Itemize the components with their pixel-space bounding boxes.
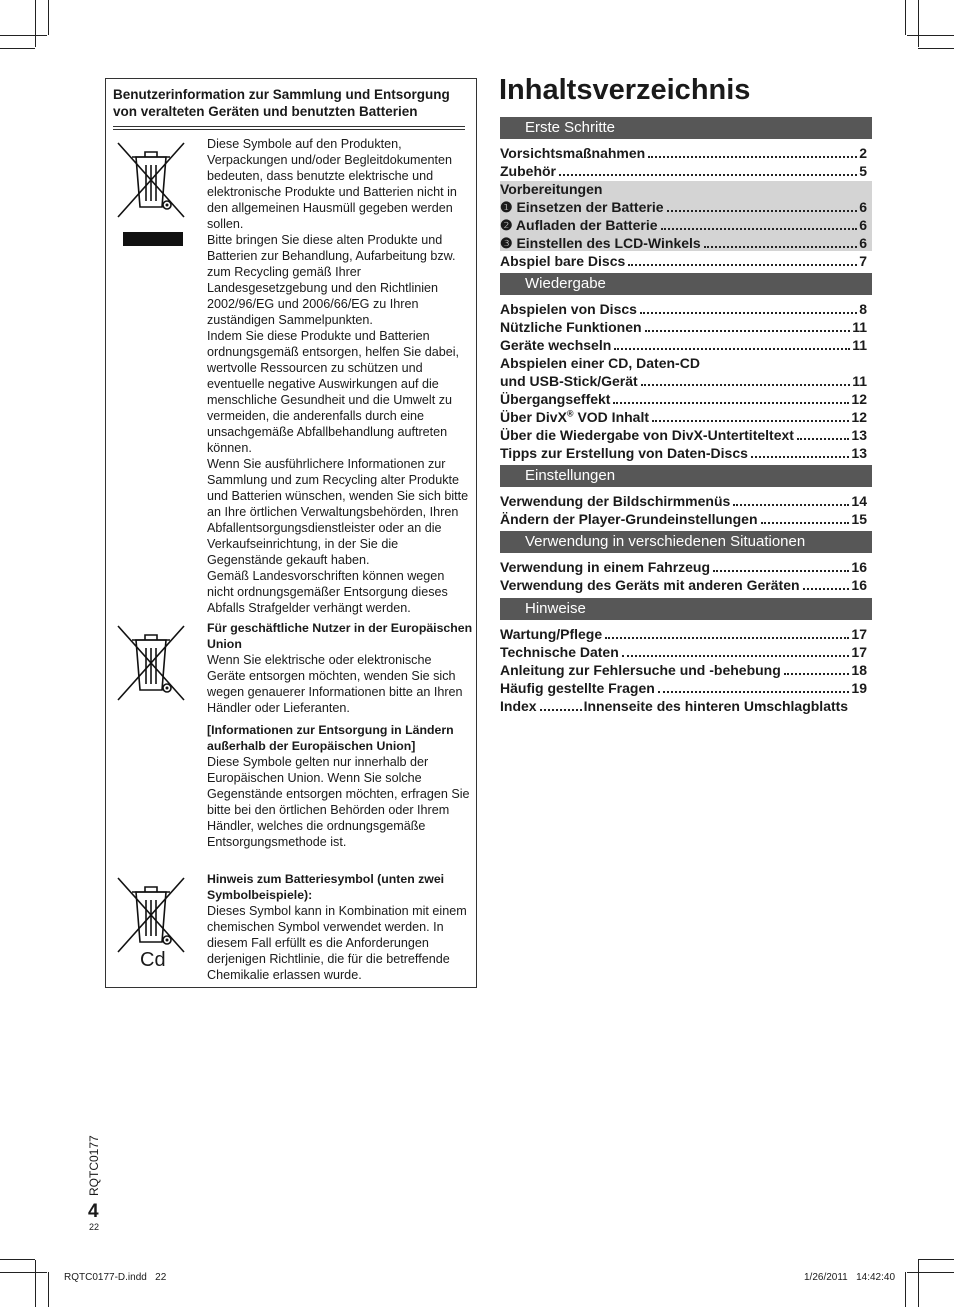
leader-dots [658,691,850,693]
toc-entry-page: 6 [859,235,867,251]
leader-dots [648,156,857,158]
business-users-text: Wenn Sie elektrische oder elektronische Geräte entsorgen möchten, wenden Sie sich wegen genauerer Informationen bitte an Ihren Händler oder Lieferanten. [207,653,463,715]
toc-entry-page: 8 [859,301,867,317]
leader-dots [733,504,849,506]
crop-mark [905,0,906,35]
disposal-paragraph: Bitte bringen Sie diese alten Produkte und Batterien zur Behandlung, Aufarbeitung bzw. zum Recycling gemäß Ihrer Landesgesetzgebung und den Richtlinien 2002/96/EG und 2006/66/EG zu Ihren zuständigen Sammelpunkten. [207,233,456,327]
toc-entry[interactable] [500,643,867,661]
toc-entry-label: ❶ Einsetzen der Batterie [500,199,664,215]
section-header-wiedergabe: Wiedergabe [500,273,872,295]
crossed-bin-icon [114,622,188,708]
toc-entry-label: Zubehör [500,163,556,179]
toc-entry-label: Abspiel bare Discs [500,253,626,269]
toc-title: Inhaltsverzeichnis [499,74,751,106]
disposal-info-box [105,78,477,988]
toc-entry-page: 12 [851,409,867,425]
disposal-paragraph: Indem Sie diese Produkte und Batterien ordnungsgemäß entsorgen, helfen Sie dabei, wertvolle Ressourcen zu schützen und eventuelle negative Auswirkungen auf die menschliche Gesundheit und die Umwelt zu vermeiden, die anderenfalls durch eine unsachgemäße Abfallbehandlung auftreten können. [207,329,460,455]
leader-dots [652,420,849,422]
crop-mark [48,1272,49,1307]
toc-entry-page: 7 [859,253,867,269]
toc-entry[interactable] [500,336,867,354]
toc-entry-label: Wartung/Pflege [500,626,603,642]
toc-entry-page: 11 [852,319,867,335]
battery-text: Dieses Symbol kann in Kombination mit einem chemischen Symbol verwendet werden. In diesem Fall erfüllt es die Anforderungen derjenigen Richtlinie, die für die betreffende Chemikalie erlassen wurde. [207,904,467,982]
toc-entry-page: 15 [851,511,867,527]
non-eu-section [207,722,473,850]
crop-mark [0,48,35,49]
toc-entry[interactable] [500,198,867,216]
page-sub-number: 22 [89,1222,100,1232]
toc-entry-label: ❷ Aufladen der Batterie [500,217,658,233]
toc-entry-label: Anleitung zur Fehlersuche und -behebung [500,662,781,678]
leader-dots [613,402,849,404]
toc-entry[interactable] [500,372,867,390]
section-header-situationen: Verwendung in verschiedenen Situationen [500,531,872,553]
toc-entry[interactable] [500,697,867,715]
leader-dots [761,522,850,524]
toc-entry-label: ❸ Einstellen des LCD-Winkels [500,235,701,251]
title-divider [113,126,465,127]
crop-mark [918,1259,954,1260]
toc-entry-label: Vorsichtsmaßnahmen [500,145,646,161]
toc-entry-label-suffix: VOD Inhalt [573,409,650,425]
toc-entry[interactable] [500,390,867,408]
toc-entry-label: und USB-Stick/Gerät [500,373,638,389]
toc-entry[interactable] [500,679,867,697]
cadmium-label: Cd [140,949,166,971]
battery-heading: Hinweis zum Batteriesymbol (unten zwei Symbolbeispiele): [207,872,445,902]
crop-mark [35,0,36,47]
section-header-hinweise: Hinweise [500,598,872,620]
non-eu-text: Diese Symbole gelten nur innerhalb der Europäischen Union. Wenn Sie solche Gegenstände entsorgen möchten, erfragen Sie bitte bei den örtlichen Behörden oder Ihrem Händler, welches die ordnungsgemäße Entsorgungsmethode ist. [207,755,470,849]
toc-entry-page: Innenseite des hinteren Umschlagblatts [583,698,849,714]
leader-dots [667,210,858,212]
leader-dots [628,264,857,266]
business-users-heading: Für geschäftliche Nutzer in der Europäischen Union [207,621,473,651]
leader-dots [640,312,857,314]
toc-entry-page: 2 [859,145,867,161]
toc-entry-page: 16 [851,559,867,575]
toc-entry[interactable] [500,625,867,643]
toc-entry-label: Über die Wiedergabe von DivX-Untertiteltext [500,427,794,443]
non-eu-heading: [Informationen zur Entsorgung in Ländern außerhalb der Europäischen Union] [207,723,454,753]
title-divider [113,129,465,130]
leader-dots [751,456,850,458]
toc-entry-page: 17 [851,644,867,660]
toc-entry-page: 11 [852,337,867,353]
disposal-paragraph: Diese Symbole auf den Produkten, Verpackungen und/oder Begleitdokumenten bedeuten, dass benutzte elektrische und elektronische Produkte und Batterien nicht in den allgemeinen Hausmüll gegeben werden sollen. [207,137,457,231]
toc-entry-label: Ändern der Player-Grundeinstellungen [500,511,758,527]
toc-entry-label: Nützliche Funktionen [500,319,642,335]
toc-entry-label: Tipps zur Erstellung von Daten-Discs [500,445,748,461]
toc-entry-label: Verwendung der Bildschirmmenüs [500,493,731,509]
toc-entry-label [500,408,649,426]
leader-dots [540,709,582,711]
toc-entry[interactable] [500,661,867,679]
crop-mark [907,35,954,36]
registered-mark: ® [566,408,574,419]
toc-entry[interactable] [500,426,867,444]
toc-entry[interactable] [500,576,867,594]
page-number: 4 [88,1201,99,1222]
toc-entry-label: Abspielen einer CD, Daten-CD [500,355,700,371]
toc-entry-page: 14 [851,493,867,509]
leader-dots [661,228,858,230]
toc-entry-page: 6 [859,199,867,215]
crop-mark [918,48,954,49]
footer-filename: RQTC0177-D.indd 22 [64,1272,167,1283]
disposal-paragraph: Wenn Sie ausführlichere Informationen zur Sammlung und zum Recycling alter Produkte und Batterien wünschen, wenden Sie sich bitte an Ihre örtlichen Verwaltungsbehörden, Ihren Abfallentsorgungsdienstleister oder an die Verkaufseinrichtung, in der Sie die Gegenstände gekauft haben. [207,457,469,567]
leader-dots [645,330,851,332]
toc-entry-page: 5 [859,163,867,179]
toc-entry[interactable] [500,408,867,426]
toc-entry-label: Häufig gestellte Fragen [500,680,655,696]
crossed-bin-icon [114,874,188,960]
crop-mark [905,1272,906,1307]
leader-dots [713,570,849,572]
toc-entry-page: 13 [851,427,867,443]
leader-dots [614,348,850,350]
crop-mark [907,1272,954,1273]
toc-entry-label: Technische Daten [500,644,619,660]
toc-entry-page: 6 [859,217,867,233]
solid-bar-symbol [123,232,183,246]
toc-entry[interactable] [500,444,867,462]
leader-dots [559,174,857,176]
footer-timestamp: 1/26/2011 14:42:40 [804,1272,896,1283]
leader-dots [784,673,850,675]
leader-dots [641,384,850,386]
toc-entry-label: Abspielen von Discs [500,301,637,317]
toc-entry-label: Verwendung des Geräts mit anderen Geräten [500,577,800,593]
toc-entry-label: Index [500,698,537,714]
toc-entry[interactable] [500,510,867,528]
toc-entry-label: Geräte wechseln [500,337,612,353]
toc-entry-page: 11 [852,373,867,389]
toc-entry[interactable] [500,354,867,372]
business-users-section [207,620,473,716]
toc-entry-label: Übergangseffekt [500,391,611,407]
section-header-einstellungen: Einstellungen [500,465,872,487]
toc-entry-label: Vorbereitungen [500,181,603,197]
toc-entry-page: 18 [851,662,867,678]
crop-mark [48,0,49,35]
toc-entry[interactable] [500,558,867,576]
toc-entry[interactable] [500,252,867,270]
crop-mark [918,0,919,47]
crop-mark [0,35,47,36]
crop-mark [0,1272,47,1273]
toc-entry-label: Verwendung in einem Fahrzeug [500,559,711,575]
toc-entry[interactable] [500,216,867,234]
crop-mark [35,1260,36,1307]
leader-dots [704,246,858,248]
crop-mark [0,1259,35,1260]
toc-entry[interactable] [500,162,867,180]
toc-entry[interactable] [500,144,867,162]
toc-entry[interactable] [500,234,867,252]
toc-entry[interactable] [500,318,867,336]
disposal-info-title: Benutzerinformation zur Sammlung und Entsorgung von veralteten Geräten und benutzten Batterien [113,87,450,119]
disposal-text [207,136,473,616]
leader-dots [803,588,850,590]
crossed-bin-icon [114,139,188,225]
leader-dots [797,438,849,440]
toc-entry-page: 12 [851,391,867,407]
toc-entry-page: 13 [851,445,867,461]
toc-entry-page: 16 [851,577,867,593]
toc-entry[interactable] [500,300,867,318]
section-header-erste-schritte: Erste Schritte [500,117,872,139]
leader-dots [605,637,849,639]
disposal-paragraph: Gemäß Landesvorschriften können wegen nicht ordnungsgemäßer Entsorgung dieses Abfalls Strafgelder verhängt werden. [207,569,448,615]
toc-entry[interactable] [500,180,867,198]
battery-section [207,871,473,983]
toc-entry[interactable] [500,492,867,510]
toc-entry-label-main: Über DivX [500,409,567,425]
document-code: RQTC0177 [87,1135,101,1196]
toc-entry-page: 17 [851,626,867,642]
toc-entry-page: 19 [851,680,867,696]
leader-dots [622,655,850,657]
crop-mark [918,1260,919,1307]
